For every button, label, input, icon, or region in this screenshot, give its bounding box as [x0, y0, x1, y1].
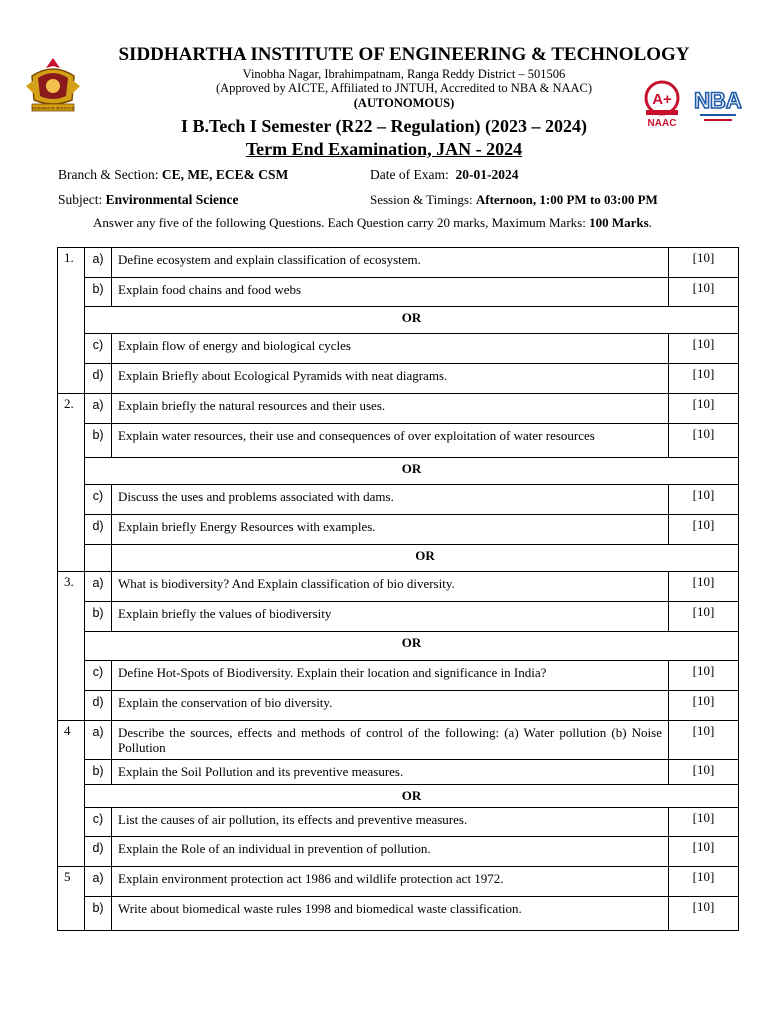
sub-question-label: b)	[85, 278, 112, 307]
nba-label: NBA	[694, 88, 742, 113]
or-row	[58, 545, 739, 572]
subject-value: Environmental Science	[105, 192, 239, 207]
marks: [10]	[669, 424, 739, 458]
question-text: Define ecosystem and explain classification of ecosystem.	[112, 248, 669, 278]
question-text: Explain the Role of an individual in prevention of pollution.	[112, 837, 669, 867]
marks: [10]	[669, 808, 739, 837]
question-text: List the causes of air pollution, its effects and preventive measures.	[112, 808, 669, 837]
question-row	[58, 691, 739, 721]
question-row	[58, 721, 739, 760]
or-row	[58, 307, 739, 334]
marks: [10]	[669, 661, 739, 691]
question-row	[58, 602, 739, 632]
instructions-text: Answer any five of the following Questions. Each Question carry 20 marks, Maximum Marks:	[93, 215, 586, 230]
institute-address: Vinobha Nagar, Ibrahimpatnam, Ranga Reddy District – 501506	[242, 67, 566, 81]
sub-question-label: b)	[85, 760, 112, 785]
or-row	[58, 785, 739, 808]
sub-question-label: c)	[85, 334, 112, 364]
question-text: What is biodiversity? And Explain classification of bio diversity.	[112, 572, 669, 602]
institute-name: SIDDHARTHA INSTITUTE OF ENGINEERING & TECHNOLOGY	[118, 44, 690, 65]
question-text: Explain the conservation of bio diversity.	[112, 691, 669, 721]
question-row	[58, 424, 739, 458]
marks: [10]	[669, 394, 739, 424]
semester-title: I B.Tech I Semester (R22 – Regulation) (2023 – 2024)	[181, 116, 587, 136]
or-separator: OR	[85, 785, 739, 808]
session-value: Afternoon, 1:00 PM to 03:00 PM	[475, 192, 658, 207]
sub-question-label: d)	[85, 691, 112, 721]
question-text: Explain food chains and food webs	[112, 278, 669, 307]
question-number: 2.	[58, 394, 85, 572]
max-marks: 100 Marks	[589, 215, 649, 230]
exam-title: Term End Examination, JAN - 2024	[245, 139, 523, 159]
subject-label: Subject:	[58, 192, 103, 207]
sub-question-label: a)	[85, 572, 112, 602]
question-row	[58, 572, 739, 602]
subject-line	[58, 192, 239, 208]
question-row	[58, 808, 739, 837]
question-text: Define Hot-Spots of Biodiversity. Explain their location and significance in India?	[112, 661, 669, 691]
instructions	[93, 215, 652, 231]
question-text: Write about biomedical waste rules 1998 and biomedical waste classification.	[112, 897, 669, 931]
approval-line: (Approved by AICTE, Affiliated to JNTUH, Accredited to NBA & NAAC)	[215, 81, 593, 95]
branch-value: CE, ME, ECE& CSM	[161, 167, 289, 182]
marks: [10]	[669, 248, 739, 278]
question-row	[58, 364, 739, 394]
num-cell	[85, 545, 112, 572]
question-text: Explain water resources, their use and consequences of over exploitation of water resources	[112, 424, 669, 458]
question-row	[58, 278, 739, 307]
question-row	[58, 867, 739, 897]
sub-question-label: d)	[85, 515, 112, 545]
sub-question-label: c)	[85, 808, 112, 837]
marks: [10]	[669, 515, 739, 545]
or-row	[58, 458, 739, 485]
marks: [10]	[669, 334, 739, 364]
question-row	[58, 897, 739, 931]
marks: [10]	[669, 278, 739, 307]
question-text: Explain environment protection act 1986 and wildlife protection act 1972.	[112, 867, 669, 897]
marks: [10]	[669, 485, 739, 515]
question-number: 5	[58, 867, 85, 931]
branch-label: Branch & Section:	[58, 167, 159, 182]
naac-grade: A+	[652, 91, 672, 108]
autonomous-label: (AUTONOMOUS)	[353, 96, 455, 110]
or-separator: OR	[85, 307, 739, 334]
question-text: Explain briefly Energy Resources with examples.	[112, 515, 669, 545]
or-row	[58, 632, 739, 661]
question-number: 1.	[58, 248, 85, 394]
marks: [10]	[669, 760, 739, 785]
question-text: Explain briefly the values of biodiversity	[112, 602, 669, 632]
question-row	[58, 661, 739, 691]
question-text: Explain briefly the natural resources and their uses.	[112, 394, 669, 424]
naac-label: NAAC	[647, 118, 677, 129]
date-value: 20-01-2024	[455, 167, 519, 182]
question-text: Describe the sources, effects and methods of control of the following: (a) Water pollution (b) Noise Pollution	[112, 721, 669, 760]
question-row	[58, 334, 739, 364]
question-row	[58, 248, 739, 278]
or-separator: OR	[112, 545, 739, 572]
question-row	[58, 394, 739, 424]
question-row	[58, 515, 739, 545]
question-row	[58, 760, 739, 785]
sub-question-label: a)	[85, 394, 112, 424]
sub-question-label: a)	[85, 248, 112, 278]
question-text: Discuss the uses and problems associated with dams.	[112, 485, 669, 515]
sub-question-label: c)	[85, 661, 112, 691]
sub-question-label: b)	[85, 897, 112, 931]
question-number: 4	[58, 721, 85, 867]
sub-question-label: d)	[85, 364, 112, 394]
sub-question-label: b)	[85, 602, 112, 632]
question-number: 3.	[58, 572, 85, 721]
branch-line	[58, 167, 288, 183]
sub-question-label: c)	[85, 485, 112, 515]
question-row	[58, 485, 739, 515]
marks: [10]	[669, 691, 739, 721]
or-separator: OR	[85, 458, 739, 485]
marks: [10]	[669, 897, 739, 931]
marks: [10]	[669, 602, 739, 632]
date-label: Date of Exam:	[370, 167, 449, 182]
logo-caption: SIDDHARTHA INSTITUTE	[31, 106, 75, 111]
question-table	[57, 247, 739, 931]
or-separator: OR	[85, 632, 739, 661]
session-label: Session & Timings:	[370, 192, 473, 207]
session-line	[370, 192, 658, 208]
date-line	[370, 167, 518, 183]
marks: [10]	[669, 721, 739, 760]
marks: [10]	[669, 837, 739, 867]
question-text: Explain flow of energy and biological cycles	[112, 334, 669, 364]
marks: [10]	[669, 572, 739, 602]
question-text: Explain the Soil Pollution and its preventive measures.	[112, 760, 669, 785]
sub-question-label: d)	[85, 837, 112, 867]
instructions-end: .	[648, 215, 652, 230]
sub-question-label: a)	[85, 867, 112, 897]
marks: [10]	[669, 364, 739, 394]
sub-question-label: b)	[85, 424, 112, 458]
question-text: Explain Briefly about Ecological Pyramids with neat diagrams.	[112, 364, 669, 394]
marks: [10]	[669, 867, 739, 897]
sub-question-label: a)	[85, 721, 112, 760]
question-row	[58, 837, 739, 867]
